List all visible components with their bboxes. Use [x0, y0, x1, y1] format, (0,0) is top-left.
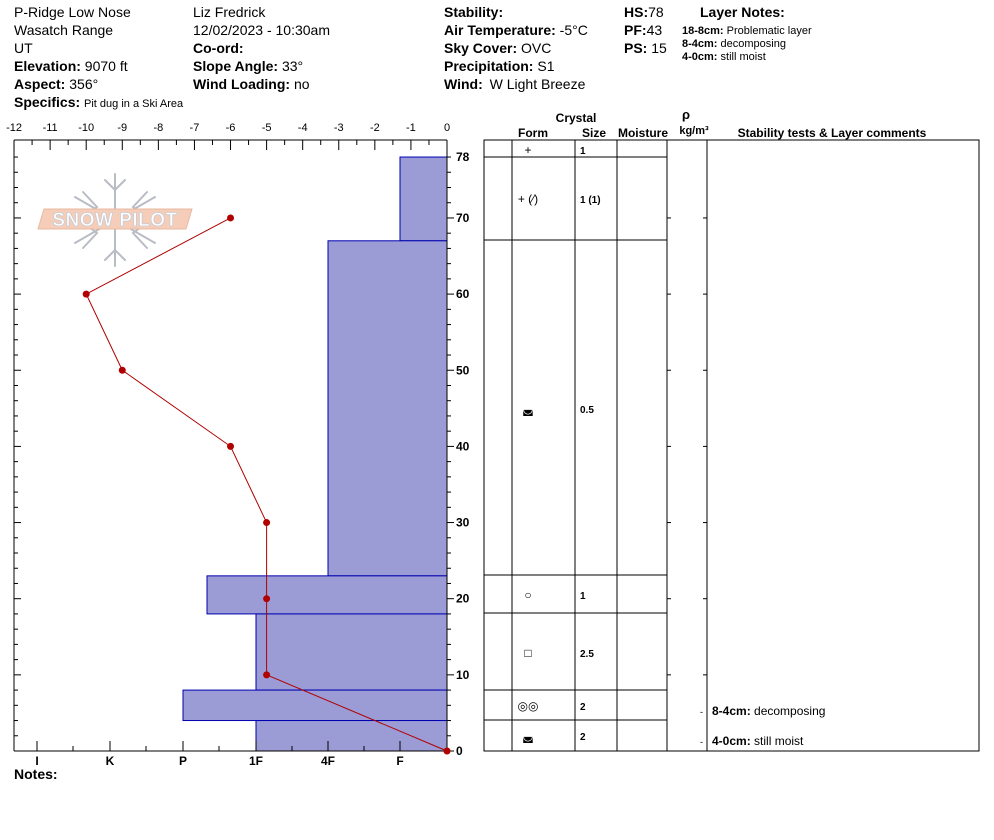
logo-text: SNOW PILOT [52, 210, 178, 231]
header-density-unit: kg/m³ [679, 125, 709, 137]
temp-tick-label: -9 [117, 122, 128, 134]
temp-tick-label: -4 [297, 122, 308, 134]
precip-label: Precipitation: [444, 58, 534, 74]
layer-note-text: decomposing [720, 38, 786, 50]
temperature-point [119, 367, 126, 374]
temp-tick-label: -12 [6, 122, 22, 134]
layer-comment-marker: - [700, 707, 703, 717]
temp-tick-label: -11 [42, 122, 58, 134]
crystal-form: ◎◎ [517, 699, 539, 713]
height-tick-label: 78 [456, 150, 470, 165]
snow-pilot-logo [38, 174, 192, 266]
temperature-point [263, 671, 270, 678]
header-crystal: Crystal [555, 111, 597, 125]
layer-note-text: Problematic layer [726, 25, 812, 37]
wind-value: W Light Breeze [489, 76, 586, 92]
state: UT [14, 40, 33, 56]
layer-comment [712, 704, 825, 718]
height-tick-label: 60 [456, 287, 470, 302]
temperature-point [263, 595, 270, 602]
header-size: Size [581, 126, 607, 140]
temp-tick-label: -10 [78, 122, 95, 134]
header-form: Form [518, 126, 548, 140]
range: Wasatch Range [14, 22, 114, 38]
wind-loading-value: no [293, 76, 310, 92]
temp-tick-label: -5 [261, 122, 272, 134]
pf-label: PF: [624, 22, 647, 38]
temp-tick-label: -2 [369, 122, 380, 134]
crystal-size: 1 (1) [580, 195, 601, 206]
temperature-point [83, 291, 90, 298]
height-tick-label: 30 [456, 515, 470, 530]
sky-value: OVC [521, 40, 552, 56]
layer-notes-title: Layer Notes: [700, 4, 785, 20]
slope-value: 33° [281, 58, 304, 74]
temperature-point [444, 748, 451, 755]
height-tick-label: 40 [456, 439, 470, 454]
hardness-bar [183, 690, 447, 720]
wind-loading-label: Wind Loading: [193, 76, 291, 92]
header-density-symbol: ρ [681, 107, 691, 122]
temp-tick-label: 0 [443, 122, 451, 134]
header-stability-comments: Stability tests & Layer comments [737, 126, 927, 140]
crystal-size: 1 [580, 591, 586, 602]
crystal-form: □ [524, 646, 532, 660]
elevation-label: Elevation: [14, 58, 81, 74]
height-tick-label: 0 [456, 744, 463, 758]
layer-comment-text: still moist [754, 734, 804, 748]
temp-tick-label: -6 [225, 122, 236, 134]
precip-value: S1 [537, 58, 555, 74]
hardness-bar [256, 721, 447, 751]
crystal-form: ○ [524, 588, 532, 602]
temp-tick-label: -7 [189, 122, 200, 134]
sky-label: Sky Cover: [444, 40, 518, 56]
specifics-value: Pit dug in a Ski Area [84, 98, 184, 110]
hardness-tick-label: I [35, 754, 39, 768]
air-temp-label: Air Temperature: [444, 22, 556, 38]
aspect-label: Aspect: [14, 76, 66, 92]
ps-value: 15 [651, 40, 667, 56]
crystal-form: + (⁄) [517, 192, 539, 206]
crystal-size: 1 [580, 146, 586, 157]
layer-note-range: 18-8cm: [682, 25, 724, 37]
crystal-size: 2 [580, 732, 586, 743]
hardness-bar [328, 241, 447, 576]
layer-comment-marker: - [700, 737, 703, 747]
crystal-form: ◛ [522, 729, 534, 743]
crystal-size: 0.5 [580, 405, 594, 416]
hardness-bar [400, 157, 447, 241]
layer-comment-range: 8-4cm: [712, 704, 755, 718]
elevation-value: 9070 ft [84, 58, 128, 74]
hardness-tick-label: 1F [248, 754, 264, 768]
observer: Liz Fredrick [193, 4, 266, 20]
hardness-tick-label: 4F [320, 754, 336, 768]
ps-label: PS: [624, 40, 648, 56]
crystal-size: 2 [580, 702, 586, 713]
hardness-bar [207, 576, 447, 614]
specifics-label: Specifics: [14, 94, 81, 110]
coord-label: Co-ord: [193, 40, 244, 56]
stability-label: Stability: [444, 4, 504, 20]
table-frame [484, 140, 979, 751]
temperature-point [263, 519, 270, 526]
temp-tick-label: -3 [333, 122, 344, 134]
height-tick-label: 20 [456, 591, 470, 606]
height-tick-label: 70 [456, 210, 470, 225]
temperature-point [227, 443, 234, 450]
hardness-tick-label: P [178, 754, 188, 768]
layer-note-range: 4-0cm: [682, 51, 718, 63]
temperature-point [227, 214, 234, 221]
location: P-Ridge Low Nose [14, 4, 131, 20]
hardness-tick-label: K [105, 754, 115, 768]
wind-label: Wind: [444, 76, 483, 92]
slope-label: Slope Angle: [193, 58, 279, 74]
layer-comment [712, 734, 804, 748]
temp-tick-label: -1 [406, 122, 416, 134]
layer-note-range: 8-4cm: [682, 38, 718, 50]
datetime: 12/02/2023 - 10:30am [193, 22, 330, 38]
hs-label: HS: [624, 4, 649, 20]
layer-comment-range: 4-0cm: [712, 734, 755, 748]
temp-tick-label: -8 [153, 122, 164, 134]
crystal-size: 2.5 [580, 649, 594, 660]
aspect-value: 356° [69, 76, 99, 92]
hs-value: 78 [648, 4, 664, 20]
pf-value: 43 [646, 22, 663, 38]
notes-label: Notes: [14, 766, 58, 782]
layer-comment-text: decomposing [754, 704, 826, 718]
crystal-form: ◛ [522, 402, 534, 416]
hardness-bar [256, 614, 447, 690]
height-tick-label: 50 [456, 363, 470, 378]
height-tick-label: 10 [456, 667, 470, 682]
air-temp-value: -5°C [559, 22, 588, 38]
header-moisture: Moisture [617, 126, 669, 140]
crystal-form: + [524, 143, 532, 157]
layer-note-text: still moist [720, 51, 766, 63]
hardness-tick-label: F [396, 754, 404, 768]
